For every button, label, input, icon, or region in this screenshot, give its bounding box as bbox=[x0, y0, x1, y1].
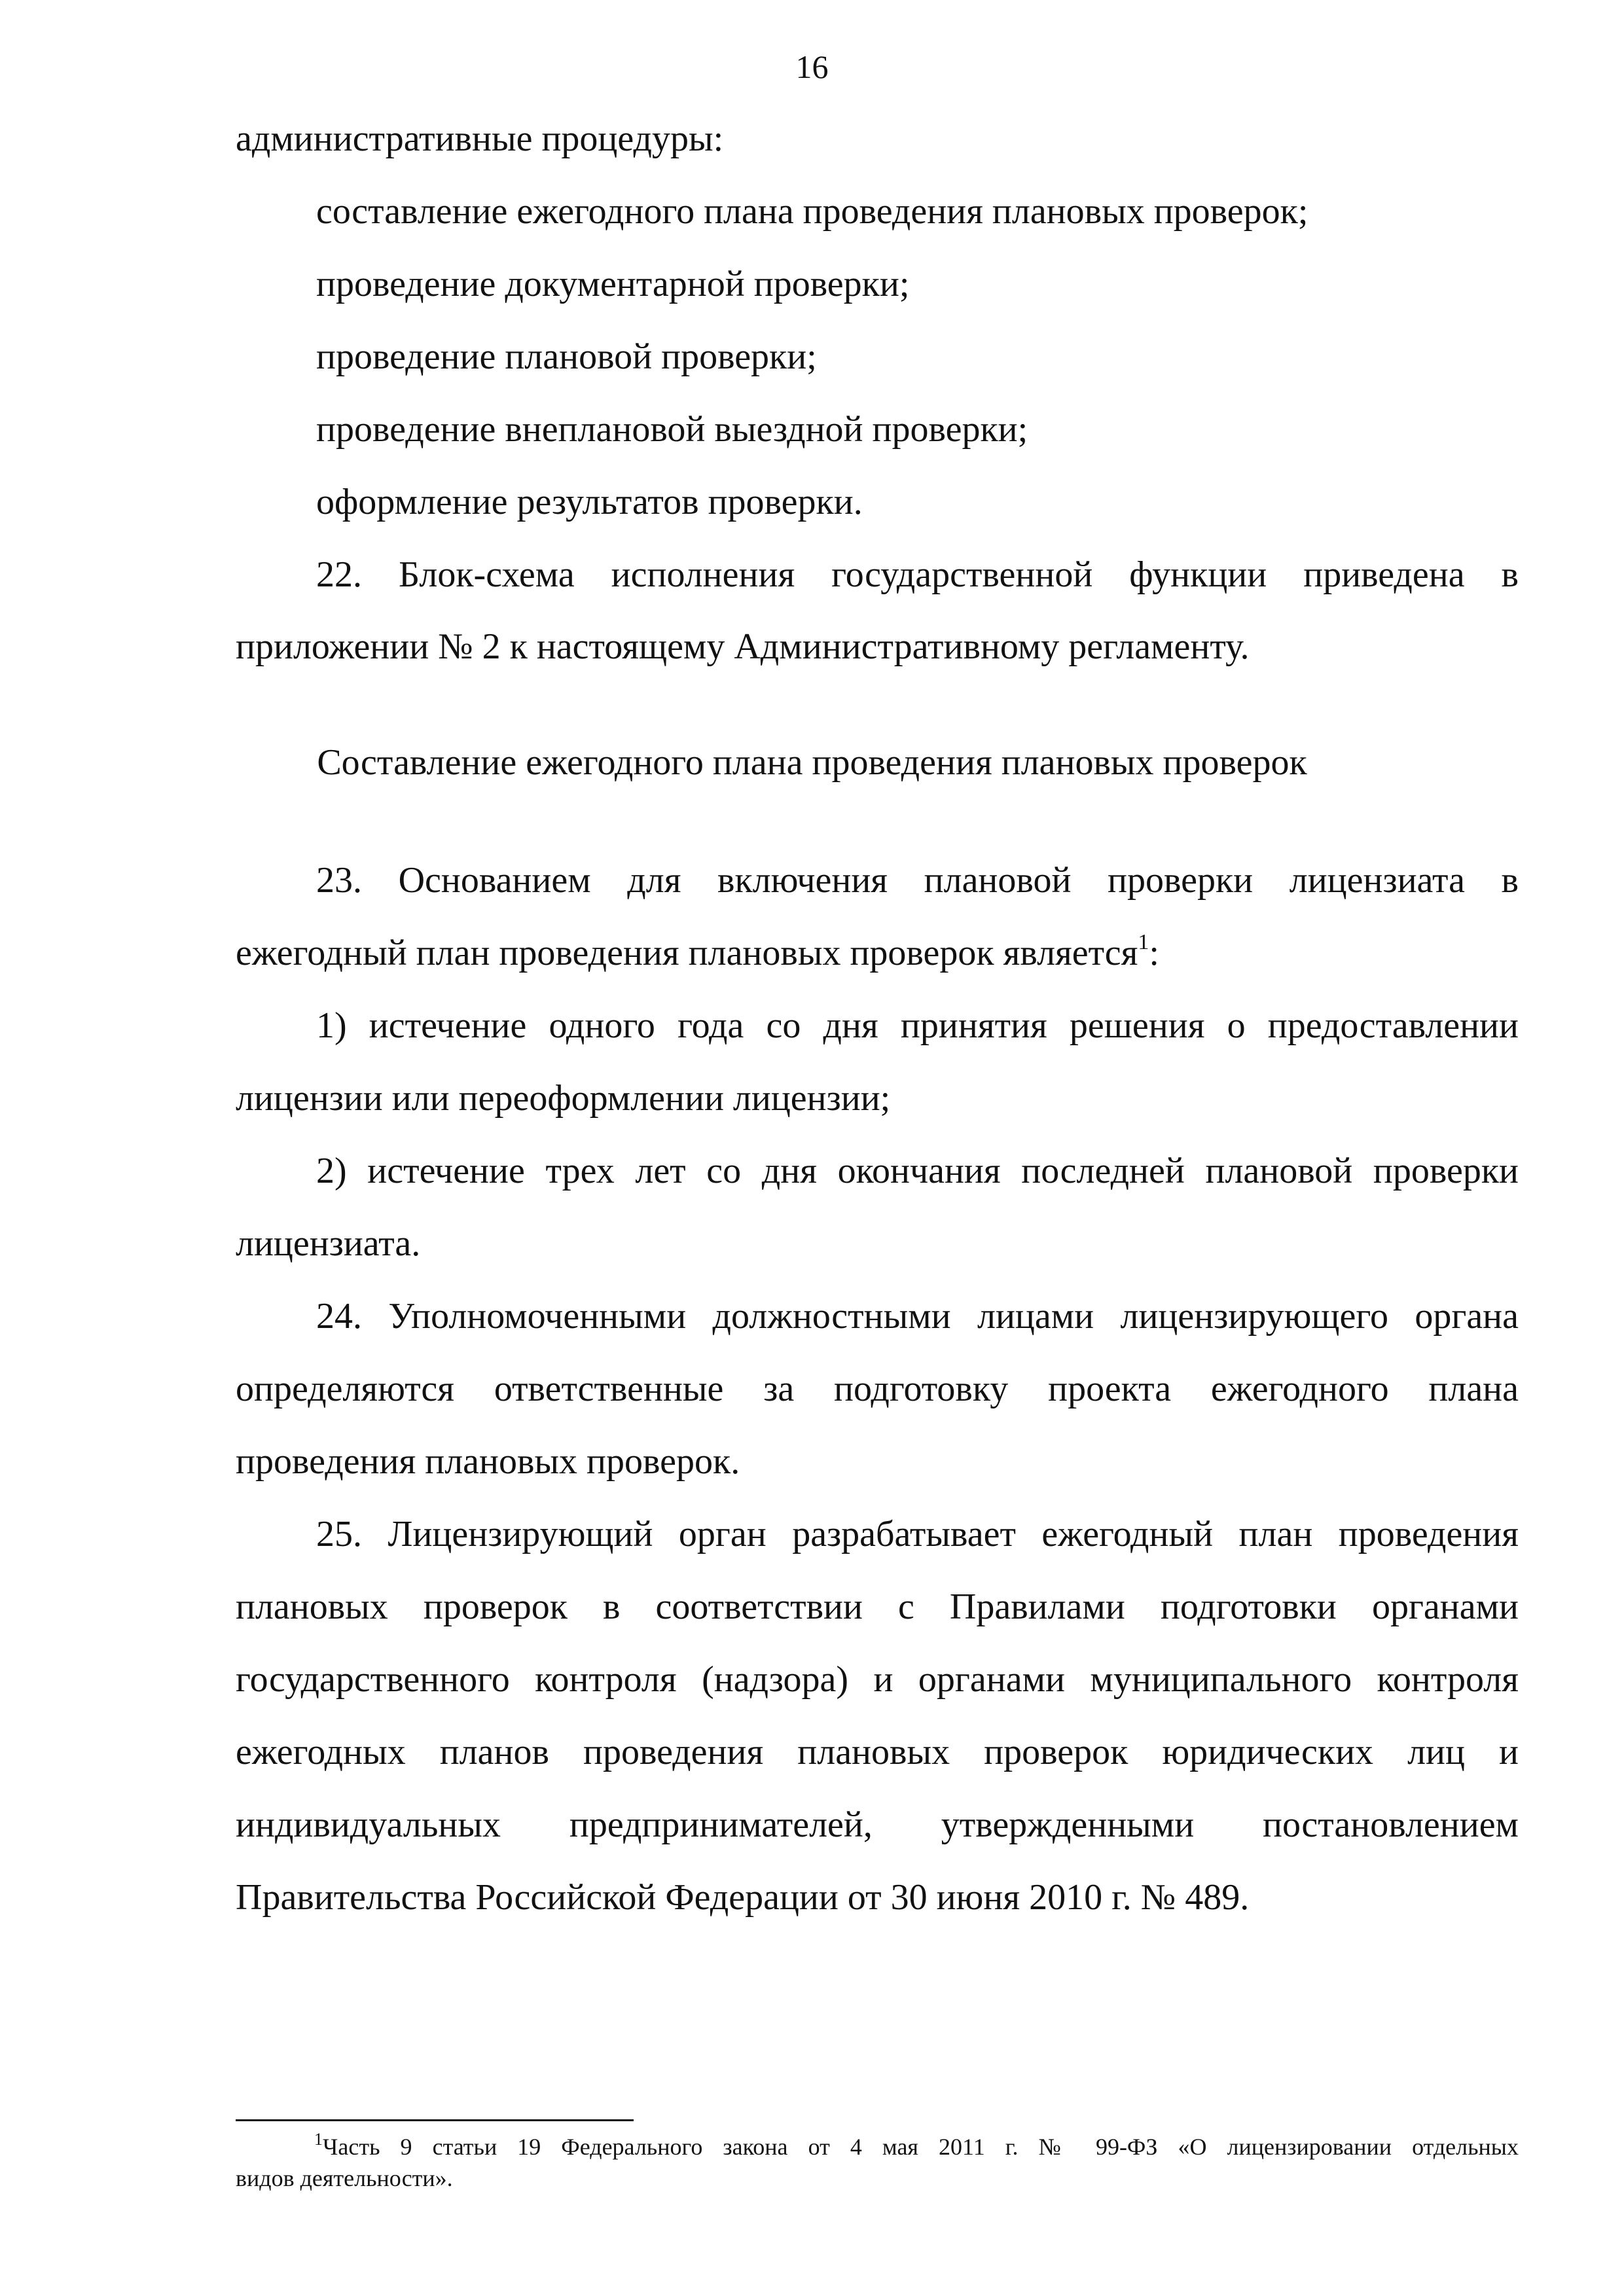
paragraph-25-line: ежегодных планов проведения плановых проверок юридических лиц и bbox=[236, 1732, 1519, 1772]
procedure-item: составление ежегодного плана проведения плановых проверок; bbox=[316, 191, 1308, 232]
paragraph-25-line: 25. Лицензирующий орган разрабатывает ежегодный план проведения bbox=[316, 1514, 1519, 1554]
footnote-line: видов деятельности». bbox=[236, 2165, 453, 2191]
list-item-1-line: 1) истечение одного года со дня принятия решения о предоставлении bbox=[316, 1005, 1519, 1046]
paragraph-23-line bbox=[236, 927, 1159, 979]
list-item-1-line: лицензии или переоформлении лицензии; bbox=[236, 1078, 891, 1119]
paragraph-23-line: 23. Основанием для включения плановой проверки лицензиата в bbox=[316, 860, 1519, 901]
procedure-item: проведение документарной проверки; bbox=[316, 264, 910, 304]
paragraph-23-text: ежегодный план проведения плановых проверок является bbox=[236, 933, 1138, 973]
paragraph-25-line: Правительства Российской Федерации от 30 июня 2010 г. № 489. bbox=[236, 1877, 1250, 1918]
list-item-2-line: лицензиата. bbox=[236, 1223, 421, 1264]
procedure-item: проведение плановой проверки; bbox=[316, 336, 817, 377]
footnote-line bbox=[314, 2131, 1519, 2162]
section-heading: Составление ежегодного плана проведения плановых проверок bbox=[317, 742, 1307, 783]
footnote-separator bbox=[236, 2119, 634, 2121]
paragraph-23-colon: : bbox=[1149, 933, 1159, 973]
paragraph-25-line: индивидуальных предпринимателей, утвержденными постановлением bbox=[236, 1804, 1519, 1845]
list-item-2-line: 2) истечение трех лет со дня окончания последней плановой проверки bbox=[316, 1151, 1519, 1191]
paragraph-24-line: определяются ответственные за подготовку проекта ежегодного плана bbox=[236, 1369, 1519, 1409]
procedure-item: проведение внеплановой выездной проверки; bbox=[316, 409, 1028, 450]
footnote-marker: 1 bbox=[314, 2130, 323, 2149]
intro-line: административные процедуры: bbox=[236, 118, 724, 159]
footnote-reference: 1 bbox=[1138, 930, 1149, 955]
footnote-text: Часть 9 статьи 19 Федерального закона от 4 мая 2011 г. № 99-ФЗ «О лицензировании отдельных bbox=[323, 2134, 1519, 2160]
paragraph-24-line: 24. Уполномоченными должностными лицами лицензирующего органа bbox=[316, 1296, 1519, 1336]
page-number: 16 bbox=[795, 48, 829, 85]
procedure-item: оформление результатов проверки. bbox=[316, 482, 863, 522]
paragraph-24-line: проведения плановых проверок. bbox=[236, 1441, 740, 1482]
paragraph-25-line: плановых проверок в соответствии с Правилами подготовки органами bbox=[236, 1587, 1519, 1627]
paragraph-22-line: 22. Блок-схема исполнения государственной функции приведена в bbox=[316, 554, 1519, 595]
paragraph-22-line: приложении № 2 к настоящему Административному регламенту. bbox=[236, 626, 1250, 667]
paragraph-25-line: государственного контроля (надзора) и органами муниципального контроля bbox=[236, 1659, 1519, 1700]
